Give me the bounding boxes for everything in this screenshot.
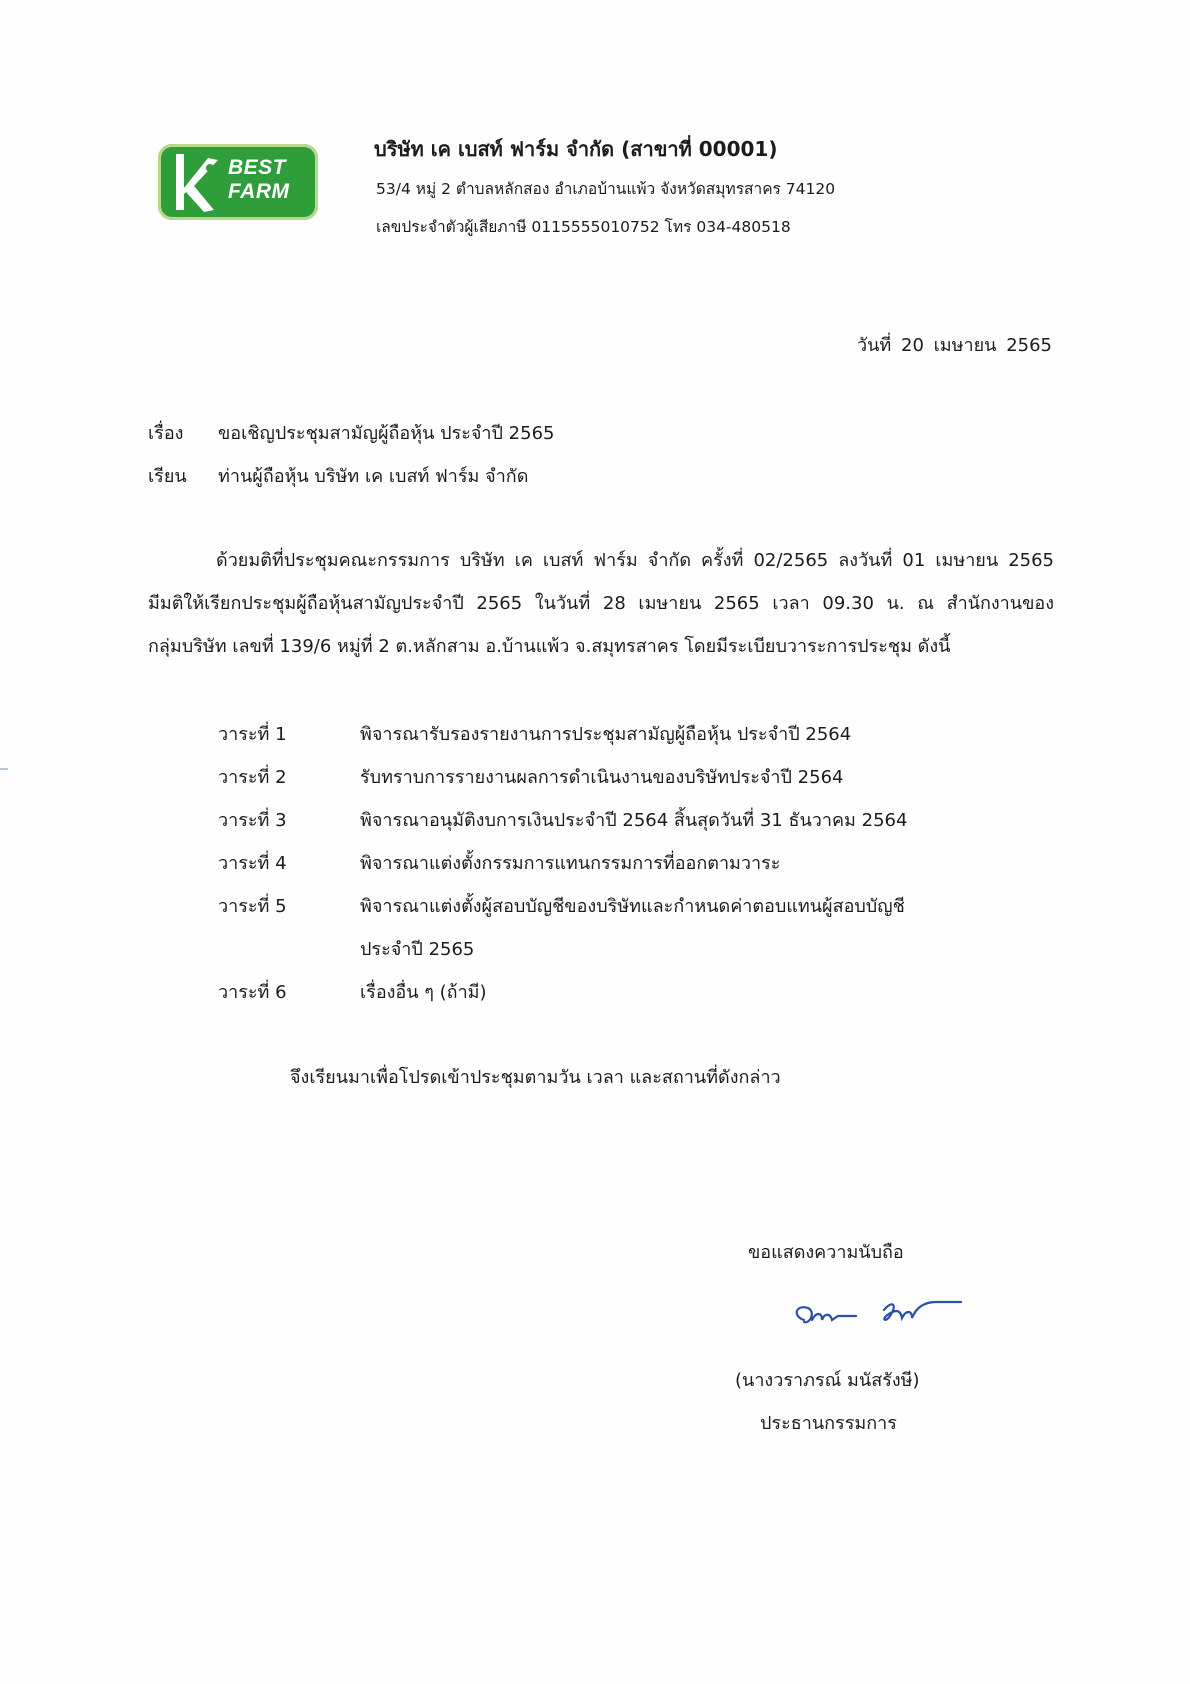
body-line: มีมติให้เรียกประชุมผู้ถือหุ้นสามัญประจำปี 2565 ในวันที่ 28 เมษายน 2565 เวลา 09.30 น. ณ สำนักงานของ [148,593,1054,614]
agenda-item [218,799,907,842]
company-logo [158,144,318,220]
salutation-label: เรียน [148,466,187,487]
body-paragraph [148,539,1054,668]
agenda-text: พิจารณารับรองรายงานการประชุมสามัญผู้ถือหุ้น ประจำปี 2564 [360,724,852,745]
subject-text: ขอเชิญประชุมสามัญผู้ถือหุ้น ประจำปี 2565 [218,423,555,444]
agenda-text: พิจารณาแต่งตั้งผู้สอบบัญชีของบริษัทและกำหนดค่าตอบแทนผู้สอบบัญชี [360,896,905,917]
agenda-text: เรื่องอื่น ๆ (ถ้ามี) [360,982,487,1003]
signer-name: (นางวราภรณ์ มนัสรังษี) [735,1370,920,1391]
regards-text: ขอแสดงความนับถือ [748,1242,904,1263]
logo-wordmark [228,156,290,204]
agenda-item [218,713,907,756]
salutation-text: ท่านผู้ถือหุ้น บริษัท เค เบสท์ ฟาร์ม จำกัด [218,466,529,487]
company-tax-id: เลขประจำตัวผู้เสียภาษี 0115555010752 โทร 034-480518 [376,218,791,236]
subject-label: เรื่อง [148,423,184,444]
agenda-item [218,885,907,971]
agenda-number: วาระที่ 2 [218,767,287,788]
closing-line: จึงเรียนมาเพื่อโปรดเข้าประชุมตามวัน เวลา และสถานที่ดังกล่าว [290,1067,781,1088]
body-line: กลุ่มบริษัท เลขที่ 139/6 หมู่ที่ 2 ต.หลักสาม อ.บ้านแพ้ว จ.สมุทรสาคร โดยมีระเบียบวาระการประชุม ดังนี้ [148,636,951,657]
agenda-number: วาระที่ 3 [218,810,287,831]
agenda-item [218,971,907,1014]
agenda-list [218,713,907,1014]
scan-edge-mark [0,768,8,770]
agenda-text: รับทราบการรายงานผลการดำเนินงานของบริษัทประจำปี 2564 [360,767,844,788]
agenda-text: พิจารณาแต่งตั้งกรรมการแทนกรรมการที่ออกตามวาระ [360,853,781,874]
logo-text-best: BEST [228,156,287,179]
agenda-number: วาระที่ 4 [218,853,287,874]
agenda-item [218,756,907,799]
handwritten-signature [786,1290,976,1336]
agenda-number: วาระที่ 5 [218,896,287,917]
k-letter-icon [164,148,224,216]
company-name: บริษัท เค เบสท์ ฟาร์ม จำกัด (สาขาที่ 00001) [374,137,778,161]
salutation-row [148,461,528,490]
letter-date: วันที่ 20 เมษายน 2565 [857,335,1052,356]
company-address: 53/4 หมู่ 2 ตำบลหลักสอง อำเภอบ้านแพ้ว จังหวัดสมุทรสาคร 74120 [376,180,836,198]
body-line: ด้วยมติที่ประชุมคณะกรรมการ บริษัท เค เบสท์ ฟาร์ม จำกัด ครั้งที่ 02/2565 ลงวันที่ 01 เมษายน 2565 [216,550,1054,571]
agenda-item [218,842,907,885]
agenda-number: วาระที่ 6 [218,982,287,1003]
agenda-text-block [360,885,905,971]
subject-row [148,418,554,447]
signer-title: ประธานกรรมการ [760,1413,897,1434]
agenda-number: วาระที่ 1 [218,724,287,745]
logo-text-farm: FARM [228,180,290,203]
agenda-text-continued: ประจำปี 2565 [360,939,475,960]
agenda-text: พิจารณาอนุมัติงบการเงินประจำปี 2564 สิ้นสุดวันที่ 31 ธันวาคม 2564 [360,810,908,831]
